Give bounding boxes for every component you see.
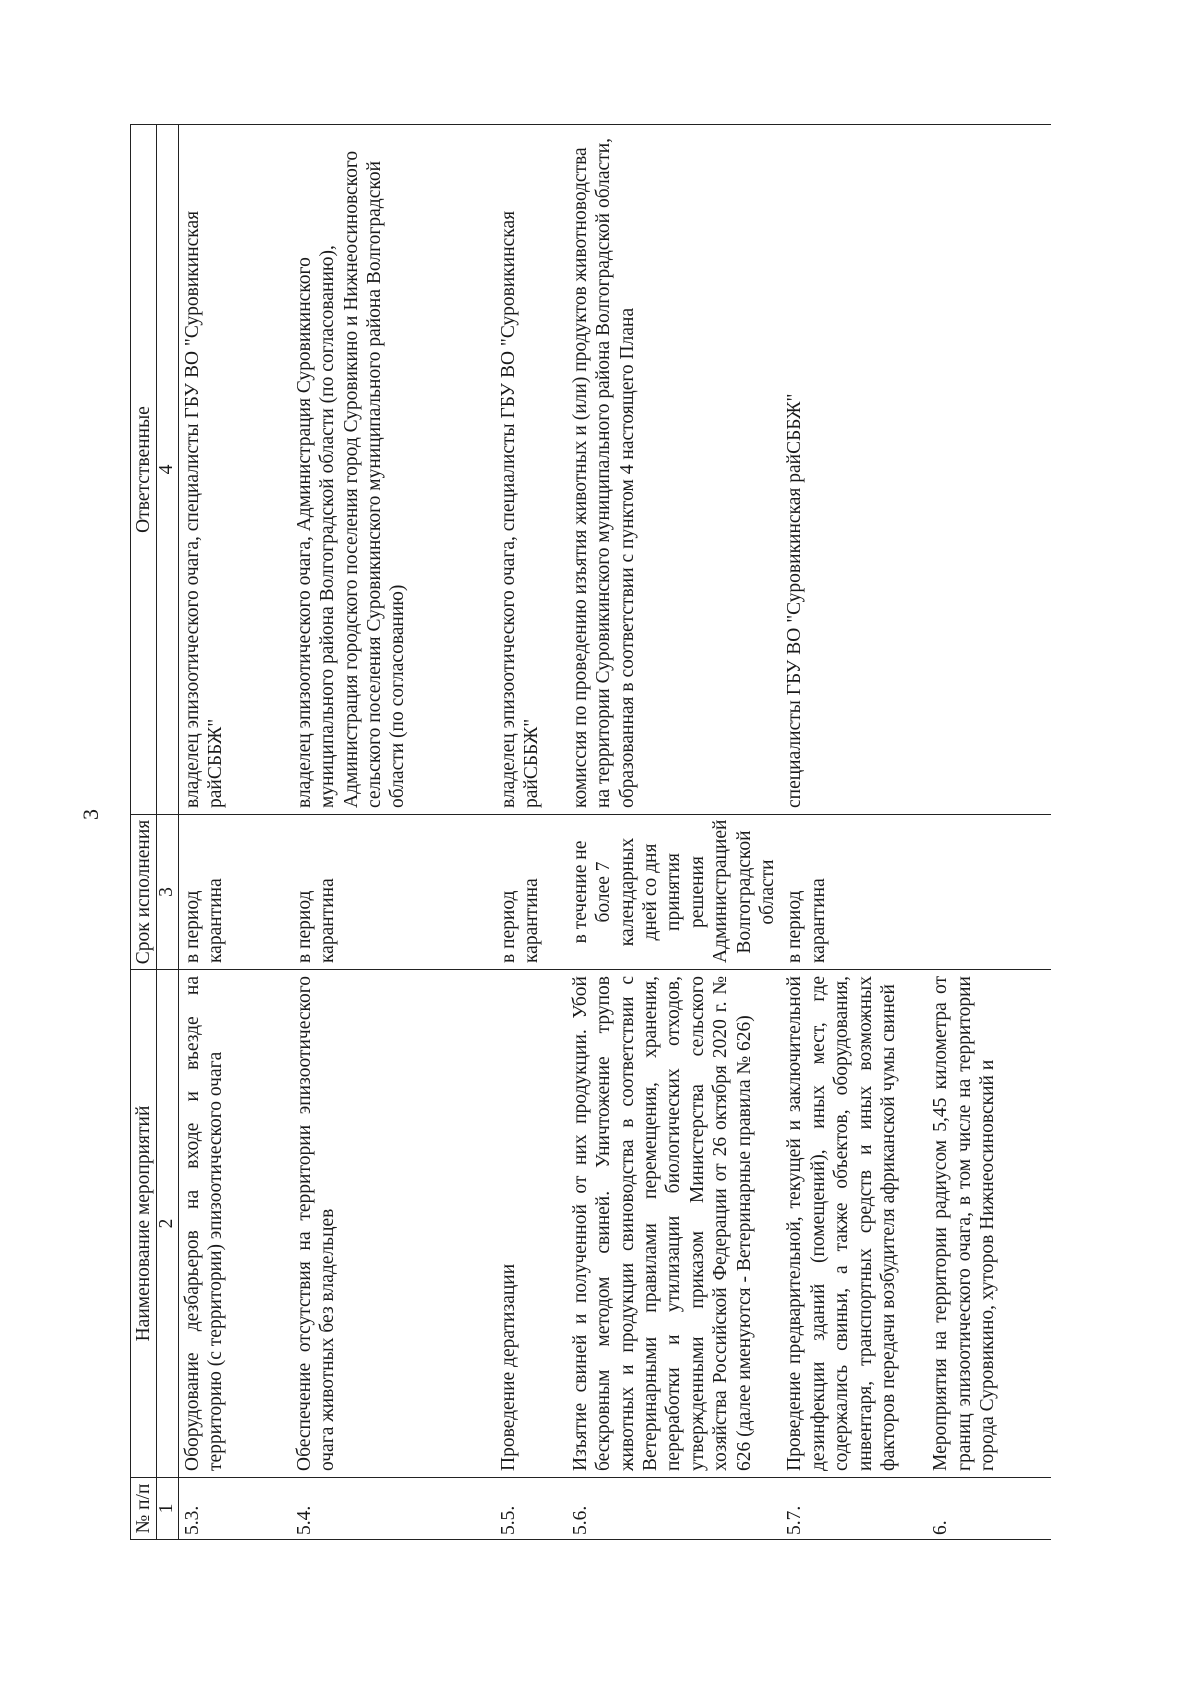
row-responsible: владелец эпизоотического очага, специалисты ГБУ ВО "Суровикинская райСББЖ" bbox=[178, 125, 291, 815]
row-responsible: владелец эпизоотического очага, Администрация Суровикинского муниципального района Волгоградской области (по согласованию), Администрация городского поселения город Суровикино и Нижнеосиновского сельского поселения Суровикинского муниципального района Волгоградской области (по согласованию) bbox=[291, 125, 495, 815]
table-row bbox=[781, 125, 927, 1540]
header-num: № п/п bbox=[131, 1478, 157, 1540]
column-number: 2 bbox=[157, 970, 178, 1478]
row-action: Мероприятия на территории радиусом 5,45 километра от границ эпизоотического очага, в том числе на территории города Суровикино, хуторов Нижнеосиновский и bbox=[927, 970, 1051, 1478]
table-header-row bbox=[131, 125, 157, 1540]
row-action: Проведение предварительной, текущей и заключительной дезинфекции зданий (помещений), иных мест, где содержались свиньи, а также объектов, оборудования, инвентаря, транспортных средств и иных возможных факторов передачи возбудителя африканской чумы свиней bbox=[781, 970, 927, 1478]
row-number: 6. bbox=[927, 1478, 1051, 1540]
row-action: Обеспечение отсутствия на территории эпизоотического очага животных без владельцев bbox=[291, 970, 495, 1478]
row-responsible bbox=[927, 125, 1051, 815]
page-number: 3 bbox=[78, 809, 103, 820]
row-action: Оборудование дезбарьеров на входе и въезде на территорию (с территории) эпизоотического очага bbox=[178, 970, 291, 1478]
table-row bbox=[927, 125, 1051, 1540]
column-number: 3 bbox=[157, 815, 178, 970]
row-term: в период карантина bbox=[178, 815, 291, 970]
column-number: 1 bbox=[157, 1478, 178, 1540]
row-number: 5.5. bbox=[495, 1478, 567, 1540]
row-number: 5.4. bbox=[291, 1478, 495, 1540]
table-row bbox=[291, 125, 495, 1540]
row-responsible: владелец эпизоотического очага, специалисты ГБУ ВО "Суровикинская райСББЖ" bbox=[495, 125, 567, 815]
row-action: Проведение дератизации bbox=[495, 970, 567, 1478]
table-row bbox=[178, 125, 291, 1540]
column-number: 4 bbox=[157, 125, 178, 815]
row-term: в период карантина bbox=[291, 815, 495, 970]
row-number: 5.3. bbox=[178, 1478, 291, 1540]
row-responsible: специалисты ГБУ ВО "Суровикинская райСББЖ" bbox=[781, 125, 927, 815]
row-term: в период карантина bbox=[781, 815, 927, 970]
row-number: 5.6. bbox=[567, 1478, 782, 1540]
column-number-row bbox=[157, 125, 178, 1540]
header-term: Срок исполнения bbox=[131, 815, 157, 970]
row-term: в течение не более 7 календарных дней со дня принятия решения Администрацией Волгоградской области bbox=[567, 815, 782, 970]
row-action: Изъятие свиней и полученной от них продукции. Убой бескровным методом свиней. Уничтожение трупов животных и продукции свиноводства в соответствии с Ветеринарными правилами перемещения, хранения, переработки и утилизации биологических отходов, утвержденными приказом Министерства сельского хозяйства Российской Федерации от 26 октября 2020 г. № 626 (далее именуются - Ветеринарные правила № 626) bbox=[567, 970, 782, 1478]
header-responsible: Ответственные bbox=[131, 125, 157, 815]
table-row bbox=[567, 125, 782, 1540]
table-row bbox=[495, 125, 567, 1540]
plan-table-sheet bbox=[130, 125, 1080, 1540]
plan-table bbox=[130, 124, 1051, 1540]
header-name: Наименование мероприятий bbox=[131, 970, 157, 1478]
row-term: в период карантина bbox=[495, 815, 567, 970]
row-number: 5.7. bbox=[781, 1478, 927, 1540]
row-responsible: комиссия по проведению изъятия животных и (или) продуктов животноводства на территории Суровикинского муниципального района Волгоградской области, образованная в соответствии с пунктом 4 настоящего Плана bbox=[567, 125, 782, 815]
row-term bbox=[927, 815, 1051, 970]
